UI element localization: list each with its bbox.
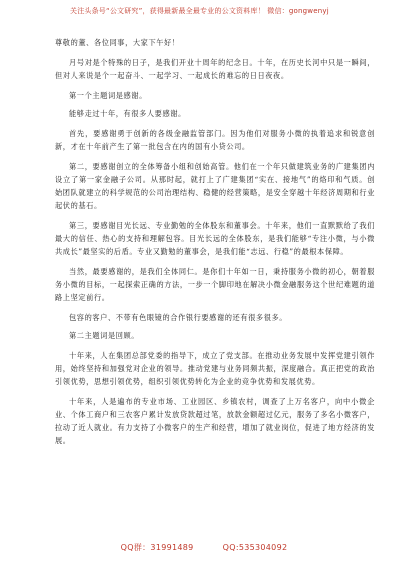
header-banner-text: 关注头条号“公文研究”，获得最新最全最专业的公文资料库！ 微信：gongwenyj bbox=[70, 7, 329, 15]
footer-qq-group: QQ群：31991489 bbox=[120, 543, 194, 552]
paragraph: 十年来，人在集团总部党委的指导下，成立了党支部。在推动业务发展中发挥党建引领作用，始终坚持和加强党对企业的领导。推动党建与业务同频共振，深度融合。真正把党的政治引领优势，思想引领优势，组织引领优势转化为企业的竞争优势和发展优势。 bbox=[55, 351, 375, 386]
paragraph: 第二，要感谢创立的全体筹备小组和创始高管。他们在一个年只做建筑业务的广建集团内设立了第一家金融子公司。从那时起，就打上了广建集团“实在、接地气”的烙印和气质。创始团队就建立的科学规范的公司治理结构、稳健的经营策略，是安全穿越十年经济周期和行业起伏的基石。 bbox=[55, 162, 375, 210]
page-header bbox=[0, 0, 408, 28]
paragraph: 第三，要感谢目光长远、专业勤勉的全体股东和董事会。十年来，他们一直默默给了我们最大的信任、热心的支持和理解包容。目光长远的全体股东，是我们能够“专注小微，与小微共成长”最坚实的后盾。专业又勤勉的董事会，是我们能“志远、行稳”的最根本保障。 bbox=[55, 221, 375, 256]
paragraph: 月号对是个特殊的日子，是我们开业十周年的纪念日。十年，在历史长河中只是一瞬间，但对人来说是个一起奋斗、一起学习、一起成长的难忘的日日夜夜。 bbox=[55, 58, 375, 80]
footer-qq-number: QQ:535304092 bbox=[222, 543, 288, 552]
greeting: 尊敬的董、各位同事，大家下午好！ bbox=[55, 38, 180, 47]
section-heading: 第一个主题词是感谢。 bbox=[69, 91, 147, 100]
paragraph: 能够走过十年，有很多人要感谢。 bbox=[69, 109, 186, 118]
paragraph: 包容的客户、不带有色眼镜的合作银行要感谢的还有很多很多。 bbox=[69, 313, 288, 322]
paragraph: 当然，最要感谢的，是我们全体同仁。是你们十年如一日，秉持服务小微的初心，朝着服务小微的目标，一起探索正确的方法，一步一个脚印地在解决小微金融服务这个世纪难题的道路上坚定前行。 bbox=[55, 267, 375, 302]
document-body bbox=[55, 36, 375, 447]
paragraph: 十年来，人是遍布的专业市场、工业园区、乡镇农村，调查了上万名客户，向中小微企业、个体工商户和三农客户累计发放贷款超过笔，放款金额超过亿元，服务了多名小微客户，拉动了近人就业。有力支持了小微客户的生产和经营，增加了就业岗位，促进了地方经济的发展。 bbox=[55, 397, 375, 445]
section-heading: 第二主题词是回顾。 bbox=[69, 331, 140, 340]
page-footer bbox=[0, 535, 408, 551]
paragraph: 首先，要感谢勇于创新的各级金融监管部门。因为他们对服务小微的执着追求和锐意创新，才在十年前产生了第一批包含在内的国有小贷公司。 bbox=[55, 129, 375, 151]
